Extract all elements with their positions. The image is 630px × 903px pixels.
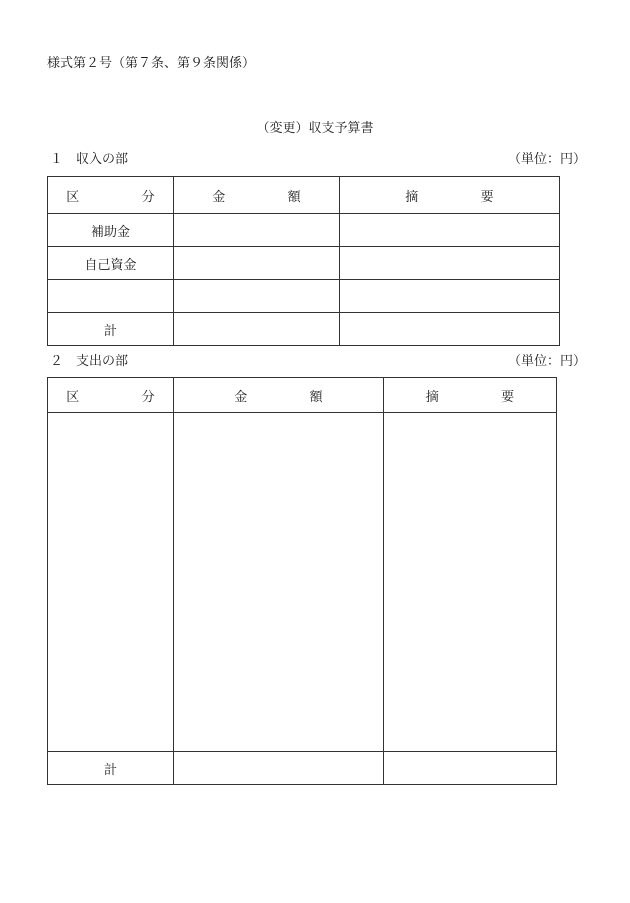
expense-header-amount-label: 金 額 [234,389,348,405]
expense-header-category [48,378,180,413]
form-number: 様式第２号（第７条、第９条関係） [47,56,256,71]
expense-remarks-cell[interactable] [384,413,557,752]
expense-total-row [48,752,557,785]
income-category-cell: 自己資金 [48,247,174,280]
income-unit-label: （単位：円） [508,152,587,167]
income-header-amount [174,177,340,214]
income-header-row [48,177,560,214]
document-title: （変更）収支予算書 [256,121,374,136]
income-total-label: 計 [48,313,174,346]
income-header-category [48,177,180,214]
expense-header-remarks-label: 摘 要 [425,389,539,405]
expense-section-heading: ２ 支出の部 [50,354,129,369]
income-amount-cell[interactable] [174,214,340,247]
income-section-heading: １ 収入の部 [50,152,129,167]
income-amount-cell[interactable] [174,247,340,280]
income-header-category-label: 区 分 [66,189,180,205]
table-row [48,413,557,752]
income-amount-cell[interactable] [174,280,340,313]
table-row [48,214,560,247]
expense-total-remarks[interactable] [384,752,557,785]
expense-unit-label: （単位：円） [508,354,587,369]
income-category-cell[interactable] [48,280,174,313]
income-table [47,176,560,346]
expense-total-label: 計 [48,752,174,785]
income-header-remarks-label: 摘 要 [405,189,519,205]
expense-header-category-label: 区 分 [66,389,180,405]
income-header-amount-label: 金 額 [212,189,326,205]
expense-total-amount[interactable] [174,752,384,785]
income-remarks-cell[interactable] [340,247,560,280]
income-remarks-cell[interactable] [340,214,560,247]
expense-amount-cell[interactable] [174,413,384,752]
table-row [48,280,560,313]
income-total-row [48,313,560,346]
expense-table [47,377,557,785]
income-remarks-cell[interactable] [340,280,560,313]
expense-header-row [48,378,557,413]
expense-header-remarks [384,378,557,413]
expense-header-amount [174,378,384,413]
table-row [48,247,560,280]
income-category-cell: 補助金 [48,214,174,247]
income-header-remarks [340,177,560,214]
expense-category-cell[interactable] [48,413,174,752]
income-total-amount[interactable] [174,313,340,346]
income-total-remarks[interactable] [340,313,560,346]
